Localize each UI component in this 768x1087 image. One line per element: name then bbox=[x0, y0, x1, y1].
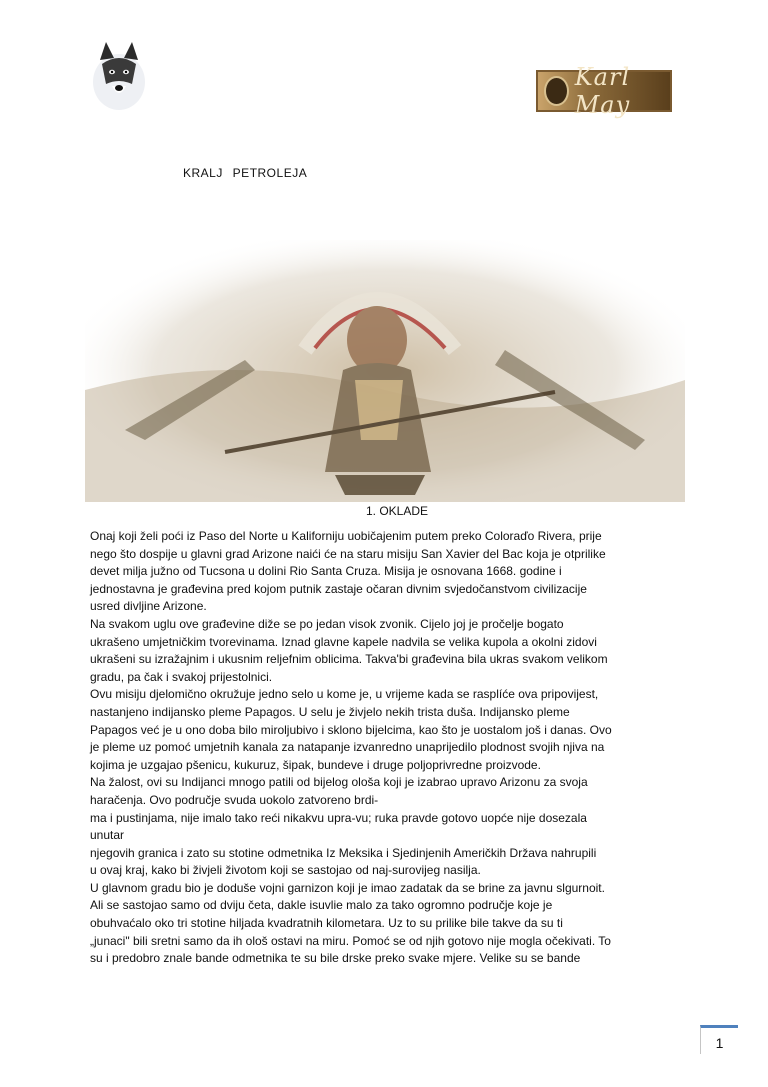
text-line: usred divljine Arizone. bbox=[90, 599, 207, 614]
text-line: su i predobro znale bande odmetnika te su bile drske preko svake mjere. Velike su se bande bbox=[90, 951, 581, 966]
text-line: Ali se sastojao samo od dviju četa, dakle isuvlie malo za tako ogromno područje koje je bbox=[90, 898, 553, 913]
text-line: Na svakom uglu ove građevine diže se po jedan visok zvonik. Cijelo joj je pročelje bogato bbox=[90, 616, 564, 631]
book-title: KRALJ PETROLEJA bbox=[183, 166, 308, 180]
text-line: je pleme uz pomoć umjetnih kanala za natapanje izvanredno unaprijedilo plodnost svojih njiva na bbox=[90, 740, 605, 755]
text-line: ukrašeni su izražajnim i ukusnim reljefnim oblicima. Takva'bi građevina bila ukras svakom velikom bbox=[90, 652, 608, 667]
chapter-title: 1. OKLADE bbox=[365, 504, 429, 518]
text-line: devet milja južno od Tucsona u dolini Rio Santa Cruza. Misija je osnovana 1668. godine i bbox=[90, 564, 562, 579]
text-line: kojima je uzgajao pšenicu, kukuruz, šipak, bundeve i druge poljoprivredne proizvode. bbox=[90, 757, 541, 772]
karl-may-logo bbox=[536, 63, 672, 119]
text-line: „junaci" bili sretni samo da ih ološ ostavi na miru. Pomoć se od njih gotovo nije mogla očekivati. To bbox=[90, 933, 611, 948]
text-line: ukrašeno umjetničkim tvorevinama. Iznad glavne kapele nadvila se velika kupola a okolni zidovi bbox=[90, 634, 597, 649]
text-line: haračenja. Ovo područje svuda uokolo zatvoreno brdi- bbox=[90, 792, 379, 807]
text-line: gradu, pa čak i svakoj prijestolnici. bbox=[90, 669, 273, 684]
text-line: jednostavna je građevina pred kojom putnik zastaje očaran divnim svjedočanstvom civilizacije bbox=[90, 581, 587, 596]
body-text bbox=[90, 528, 686, 968]
text-line: nego što dospije u glavni grad Arizone naići će na staru misiju San Xavier del Bac koja je otprilike bbox=[90, 546, 606, 561]
native-american-chief-illustration bbox=[85, 240, 685, 502]
text-line: Onaj koji želi poći iz Paso del Norte u Kaliforniju uobičajenim putem preko Coloraďo Rivera, prije bbox=[90, 529, 602, 543]
text-line: Na žalost, ovi su Indijanci mnogo patili od bijelog ološa koji je izabrao upravo Arizonu za svoja bbox=[90, 775, 588, 790]
text-line: nastanjeno indijansko pleme Papagos. U selu je živjelo nekih trista duša. Indijansko pleme bbox=[90, 704, 570, 719]
text-line: obuhvaćalo oko tri stotine hiljada kvadratnih kilometara. Uz to su prilike bile takve da su ti bbox=[90, 916, 563, 931]
text-line: u ovaj kraj, kako bi živjeli životom koji se sastojao od naj-surovijeg nasilja. bbox=[90, 863, 481, 878]
text-line: Ovu misiju djelomično okružuje jedno selo u kome je, u vrijeme kada se rasplíće ova pripovijest, bbox=[90, 687, 599, 702]
text-line: ma i pustinjama, nije imalo tako reći nikakvu upra-vu; ruka pravde gotovo uopće nije dosezala bbox=[90, 810, 587, 825]
husky-dog-icon bbox=[90, 40, 148, 112]
seal-icon bbox=[544, 76, 569, 106]
text-line: unutar bbox=[90, 828, 125, 843]
text-line: U glavnom gradu bio je doduše vojni garnizon koji je imao zadatak da se brine za javnu slgurnoit. bbox=[90, 880, 605, 895]
karl-may-logo-text: Karl May bbox=[574, 63, 631, 119]
text-line: njegovih granica i zato su stotine odmetnika Iz Meksika i Sjedinjenih Američkih Država nahrupili bbox=[90, 845, 597, 860]
page-number: 1 bbox=[700, 1025, 738, 1054]
text-line: Papagos već je u ono doba bilo miroljubivo i sklono bijelcima, kao što je uostalom još i danas. Ovo bbox=[90, 722, 612, 737]
